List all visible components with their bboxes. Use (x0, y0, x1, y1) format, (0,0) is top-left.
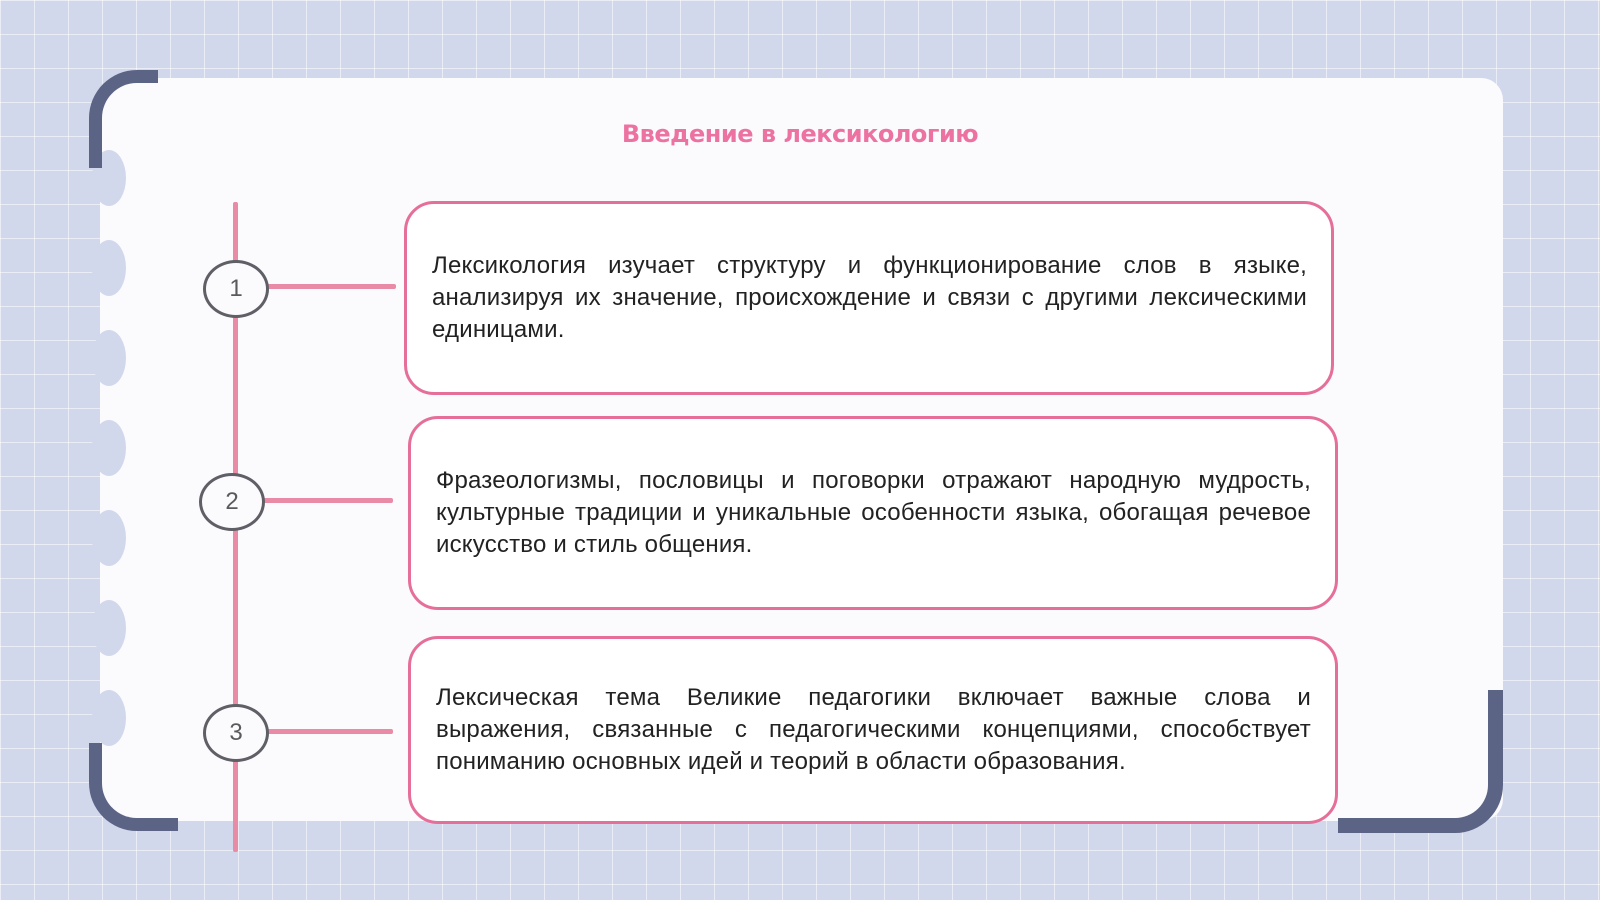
page-edge-notch (92, 600, 126, 656)
step-number-circle: 1 (203, 260, 269, 318)
slide-title: Введение в лексикологию (621, 120, 979, 148)
timeline-connector (265, 284, 396, 289)
timeline-connector (265, 729, 393, 734)
page-edge-notch (92, 510, 126, 566)
step-number-circle: 2 (199, 473, 265, 531)
page-edge-notch (92, 690, 126, 746)
step-text-box (408, 416, 1338, 610)
step-text: Лексическая тема Великие педагогики включает важные слова и выражения, связанные с педагогическими концепциями, способствует пониманию основных идей и теорий в области образования. (436, 684, 1311, 775)
step-text-box (404, 201, 1334, 395)
page-edge-notch (92, 420, 126, 476)
step-number-circle: 3 (203, 704, 269, 762)
corner-bracket-bottom-right (1338, 690, 1503, 833)
step-text: Лексикология изучает структуру и функционирование слов в языке, анализируя их значение, происхождение и связи с другими лексическими единицами. (432, 252, 1307, 343)
step-text: Фразеологизмы, пословицы и поговорки отражают народную мудрость, культурные традиции и уникальные особенности языка, обогащая речевое искусство и стиль общения. (436, 467, 1311, 558)
page-edge-notch (92, 330, 126, 386)
timeline-connector (262, 498, 393, 503)
corner-bracket-top-left (89, 70, 158, 168)
corner-bracket-bottom-left (89, 743, 178, 831)
page-edge-notch (92, 240, 126, 296)
step-text-box (408, 636, 1338, 824)
